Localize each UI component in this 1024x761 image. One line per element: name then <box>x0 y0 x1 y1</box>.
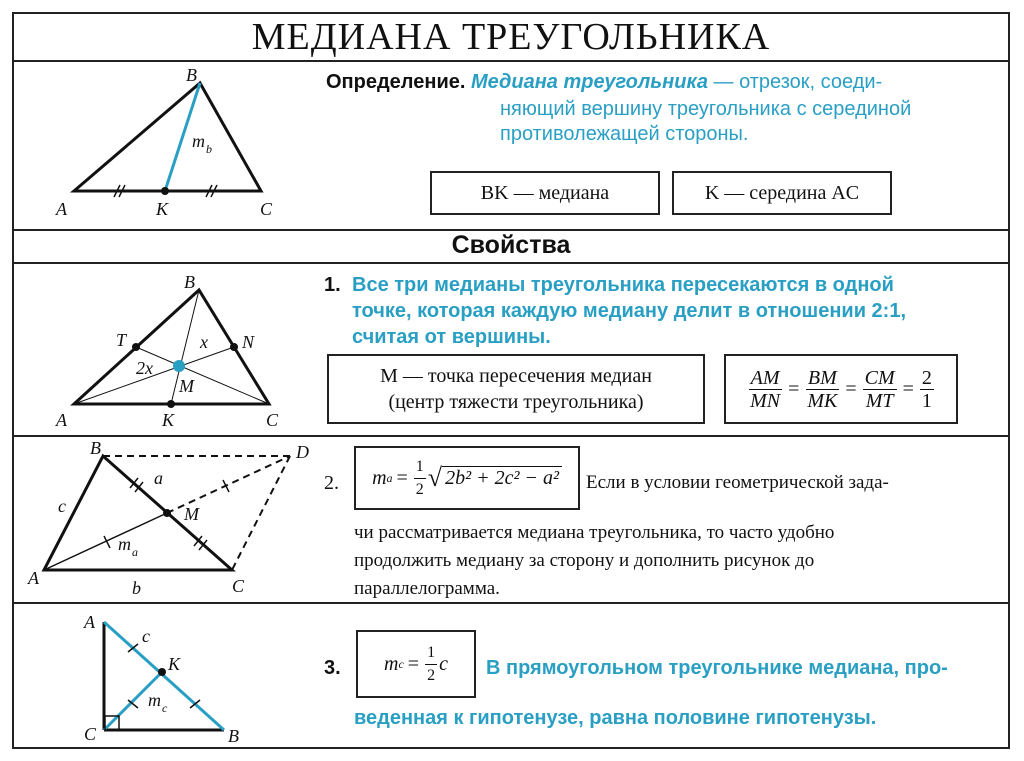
ratio-num: CM <box>864 366 895 389</box>
ratio-frac <box>748 367 782 412</box>
centroid-box <box>327 354 705 424</box>
label-B: B <box>184 272 195 292</box>
label-A: A <box>56 199 67 219</box>
label-B: B <box>186 65 197 85</box>
median-box-text: BK — медиана <box>480 181 610 204</box>
median-box <box>430 171 660 215</box>
label-m-sub: b <box>206 142 212 156</box>
prop2-line3: продолжить медиану за сторону и дополнить рисунок до <box>354 550 815 571</box>
label-A: A <box>28 568 39 588</box>
ratio-num: BM <box>807 366 837 389</box>
ratio-frac <box>863 367 897 412</box>
label-m: m <box>118 534 131 554</box>
prop1-line3: считая от вершины. <box>352 326 551 348</box>
prop3-line2: веденная к гипотенузе, равна половине гипотенузы. <box>354 707 877 729</box>
definition-line1: — отрезок, соеди- <box>713 71 883 93</box>
equals-sign: = <box>396 466 408 489</box>
definition-term: Медиана треугольника <box>470 71 708 93</box>
prop1-line1: Все три медианы треугольника пересекаются в одной <box>352 274 894 296</box>
label-A: A <box>56 410 67 430</box>
sqrt-icon: √ <box>427 463 443 492</box>
right-triangle-figure <box>78 614 278 744</box>
formula-lhs: m <box>384 652 399 675</box>
hypotenuse-formula <box>356 630 476 698</box>
page-title: МЕДИАНА ТРЕУГОЛЬНИКА <box>251 16 771 58</box>
label-C: C <box>260 199 273 219</box>
formula-radicand: 2b² + 2c² − a² <box>442 466 562 490</box>
definition-line3: противолежащей стороны. <box>500 123 749 145</box>
equals-sign: = <box>902 377 914 400</box>
prop1-number: 1. <box>324 274 341 296</box>
formula-lhs: m <box>372 466 387 489</box>
label-B: B <box>228 726 239 746</box>
centroid-figure <box>54 272 314 436</box>
label-m: m <box>148 690 161 710</box>
formula-lhs-sub: a <box>386 470 393 485</box>
prop2-number: 2. <box>324 472 339 494</box>
prop3-line1: В прямоугольном треугольнике медиана, про- <box>486 657 948 679</box>
label-M: M <box>179 376 194 396</box>
ratio-den: MN <box>750 389 781 412</box>
divider <box>14 602 1008 604</box>
formula-lhs-sub: c <box>398 656 404 671</box>
label-D: D <box>296 442 309 462</box>
parallelogram-figure <box>24 438 324 612</box>
label-K: K <box>162 410 175 430</box>
ratio-num: 2 <box>921 366 932 389</box>
equals-sign: = <box>845 377 857 400</box>
prop2-line4: параллелограмма. <box>354 578 500 599</box>
properties-title: Свойства <box>451 231 571 259</box>
label-c: c <box>58 496 66 516</box>
label-x: x <box>200 332 208 352</box>
formula-den: 2 <box>427 666 436 684</box>
label-A: A <box>84 612 95 632</box>
equals-sign: = <box>788 377 800 400</box>
label-C: C <box>266 410 279 430</box>
equals-sign: = <box>407 652 420 675</box>
prop1-line2: точке, которая каждую медиану делит в отношении 2:1, <box>352 300 907 322</box>
label-M: M <box>184 504 199 524</box>
label-B: B <box>90 438 101 458</box>
formula-frac <box>425 642 437 687</box>
label-K: K <box>156 199 169 219</box>
prop3-number: 3. <box>324 657 341 679</box>
definition-figure <box>54 65 314 229</box>
label-c: c <box>142 626 150 646</box>
formula-rhs: c <box>439 652 448 675</box>
label-m-sub: a <box>132 545 138 559</box>
label-N: N <box>242 332 255 352</box>
label-C: C <box>84 724 97 744</box>
definition-line2: няющий вершину треугольника с серединой <box>500 98 912 120</box>
label-T: T <box>116 330 127 350</box>
ratio-box <box>724 354 958 424</box>
label-K: K <box>168 654 181 674</box>
label-m-sub: c <box>162 701 168 715</box>
prop2-line1: Если в условии геометрической зада- <box>586 472 889 493</box>
ratio-den: 1 <box>921 389 932 412</box>
ratio-frac <box>805 367 839 412</box>
label-b: b <box>132 578 141 598</box>
label-m: m <box>192 131 205 151</box>
label-2x: 2x <box>136 358 153 378</box>
divider <box>14 60 1008 62</box>
label-C: C <box>232 576 245 596</box>
divider <box>14 262 1008 264</box>
ratio-den: MT <box>865 389 894 412</box>
ratio-num: AM <box>750 366 780 389</box>
label-a: a <box>154 468 163 488</box>
poster-sheet <box>12 12 1010 749</box>
formula-num: 1 <box>425 642 437 665</box>
midpoint-box <box>672 171 892 215</box>
ratio-frac <box>920 367 934 412</box>
divider <box>14 435 1008 437</box>
formula-num: 1 <box>414 456 426 479</box>
definition-label: Определение. <box>326 71 466 93</box>
formula-den: 2 <box>415 480 424 498</box>
definition-text <box>326 68 1006 96</box>
ratio-den: MK <box>807 389 838 412</box>
centroid-box-line2: (центр тяжести треугольника) <box>388 391 644 413</box>
prop2-line2: чи рассматривается медиана треугольника, то часто удобно <box>354 522 835 543</box>
centroid-box-line1: M — точка пересечения медиан <box>380 365 652 387</box>
midpoint-box-text: K — середина AC <box>704 181 860 204</box>
formula-frac <box>414 456 426 501</box>
median-length-formula <box>354 446 580 510</box>
